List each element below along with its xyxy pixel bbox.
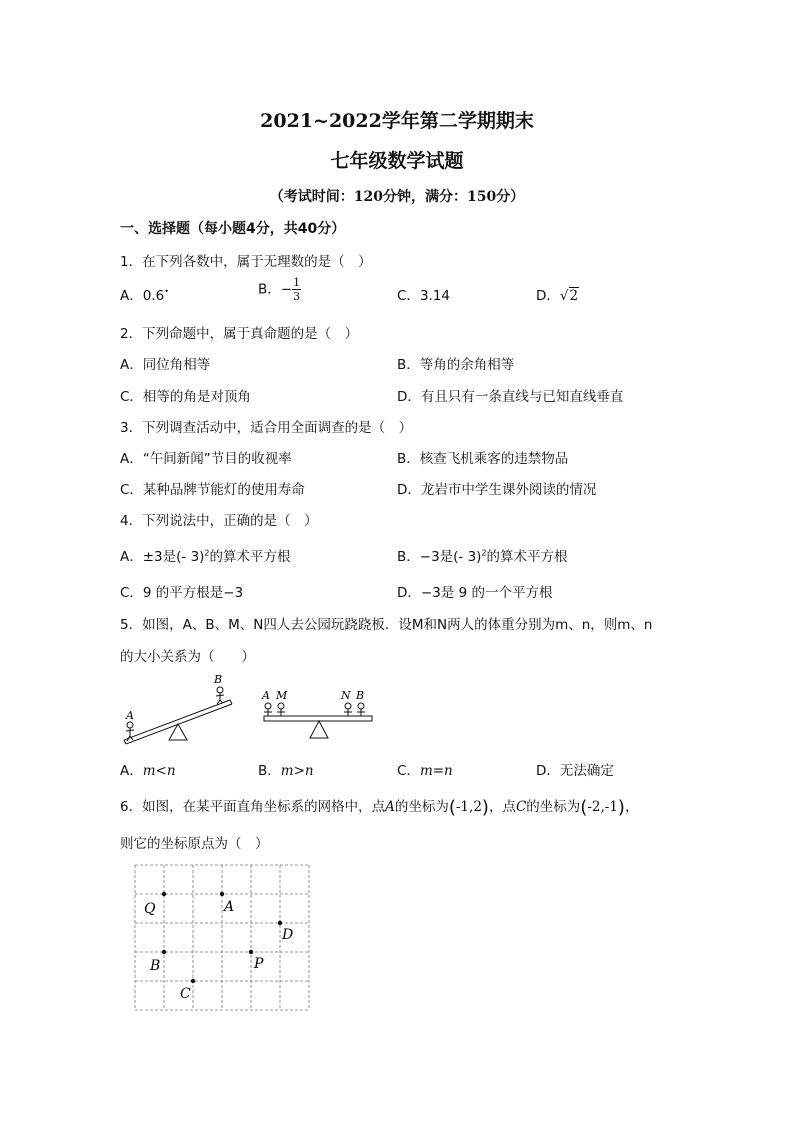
grid-point-b bbox=[162, 950, 166, 954]
seesaw-right-label-n: N bbox=[341, 689, 351, 702]
q4-stem: 4．下列说法中，正确的是（ ） bbox=[120, 513, 318, 529]
section-heading: 一、选择题（每小题4分，共40分） bbox=[120, 221, 346, 237]
grid-point-d bbox=[278, 921, 282, 925]
q4-option-d: D．−3是 9 的一个平方根 bbox=[397, 585, 553, 601]
q3-option-b: B．核查飞机乘客的违禁物品 bbox=[397, 451, 569, 467]
q5-option-d: D．无法确定 bbox=[536, 763, 614, 779]
q1-stem: 1．在下列各数中，属于无理数的是（ ） bbox=[120, 254, 372, 270]
q3-option-c: C．某种品牌节能灯的使用寿命 bbox=[120, 482, 305, 498]
grid-point-c bbox=[191, 979, 195, 983]
q2-stem: 2．下列命题中，属于真命题的是（ ） bbox=[120, 326, 359, 342]
q6-stem-line1: 6．如图，在某平面直角坐标系的网格中，点A的坐标为(-1,2)，点C的坐标为(-2,-1)， bbox=[120, 797, 639, 818]
q4-option-b: B．−3是(- 3)$^2$的算术平方根 bbox=[397, 548, 568, 565]
q2-option-c: C．相等的角是对顶角 bbox=[120, 389, 251, 405]
grid-label-d: D bbox=[282, 927, 294, 943]
grid-label-p: P bbox=[254, 956, 264, 972]
coordinate-grid-figure bbox=[130, 860, 312, 1012]
exam-title: 2021~2022学年第二学期期末 bbox=[260, 110, 534, 132]
q5-stem-line2: 的大小关系为（ ） bbox=[120, 649, 255, 665]
grid-point-q bbox=[162, 892, 166, 896]
grid-label-q: Q bbox=[144, 901, 156, 917]
q4-option-c: C．9 的平方根是−3 bbox=[120, 585, 244, 601]
q5-stem-line1: 5．如图，A、B、M、N四人去公园玩跷跷板．设M和N两人的体重分别为m、n，则m、n bbox=[120, 617, 653, 633]
q1-option-d: D．√2 bbox=[536, 288, 579, 304]
grid-label-b: B bbox=[150, 958, 161, 974]
q5-option-c: C．m=n bbox=[397, 763, 453, 779]
seesaw-left bbox=[124, 687, 232, 744]
exam-info: （考试时间：120分钟，满分：150分） bbox=[269, 189, 525, 205]
grid-point-a bbox=[220, 892, 224, 896]
grid-label-c: C bbox=[180, 986, 191, 1002]
seesaw-label-a: A bbox=[126, 709, 134, 722]
q5-option-b: B．m>n bbox=[258, 763, 314, 779]
seesaw-label-b: B bbox=[214, 673, 223, 686]
seesaw-right-label-a: A bbox=[262, 689, 270, 702]
seesaw-right bbox=[264, 703, 372, 738]
q2-option-d: D．有且只有一条直线与已知直线垂直 bbox=[397, 389, 624, 405]
q1-option-a: A．0.6• bbox=[120, 287, 169, 304]
seesaw-figure bbox=[118, 672, 380, 752]
q2-option-b: B．等角的余角相等 bbox=[397, 357, 515, 373]
q3-option-a: A．“午间新闻”节目的收视率 bbox=[120, 451, 292, 467]
q1-option-b: B．− $\frac{1}{3}$ bbox=[258, 276, 301, 303]
q5-option-a: A．m<n bbox=[120, 763, 176, 779]
q3-option-d: D．龙岩市中学生课外阅读的情况 bbox=[397, 482, 597, 498]
grid-label-a: A bbox=[224, 899, 235, 915]
q1-option-c: C．3.14 bbox=[397, 288, 450, 304]
seesaw-right-label-b: B bbox=[356, 689, 365, 702]
exam-subtitle: 七年级数学试题 bbox=[330, 150, 464, 172]
q3-stem: 3．下列调查活动中，适合用全面调查的是（ ） bbox=[120, 420, 413, 436]
q2-option-a: A．同位角相等 bbox=[120, 357, 211, 373]
q4-option-a: A．±3是(- 3)$^2$的算术平方根 bbox=[120, 548, 291, 565]
grid-point-p bbox=[249, 950, 253, 954]
q6-stem-line2: 则它的坐标原点为（ ） bbox=[120, 836, 269, 852]
seesaw-right-label-m: M bbox=[276, 689, 288, 702]
